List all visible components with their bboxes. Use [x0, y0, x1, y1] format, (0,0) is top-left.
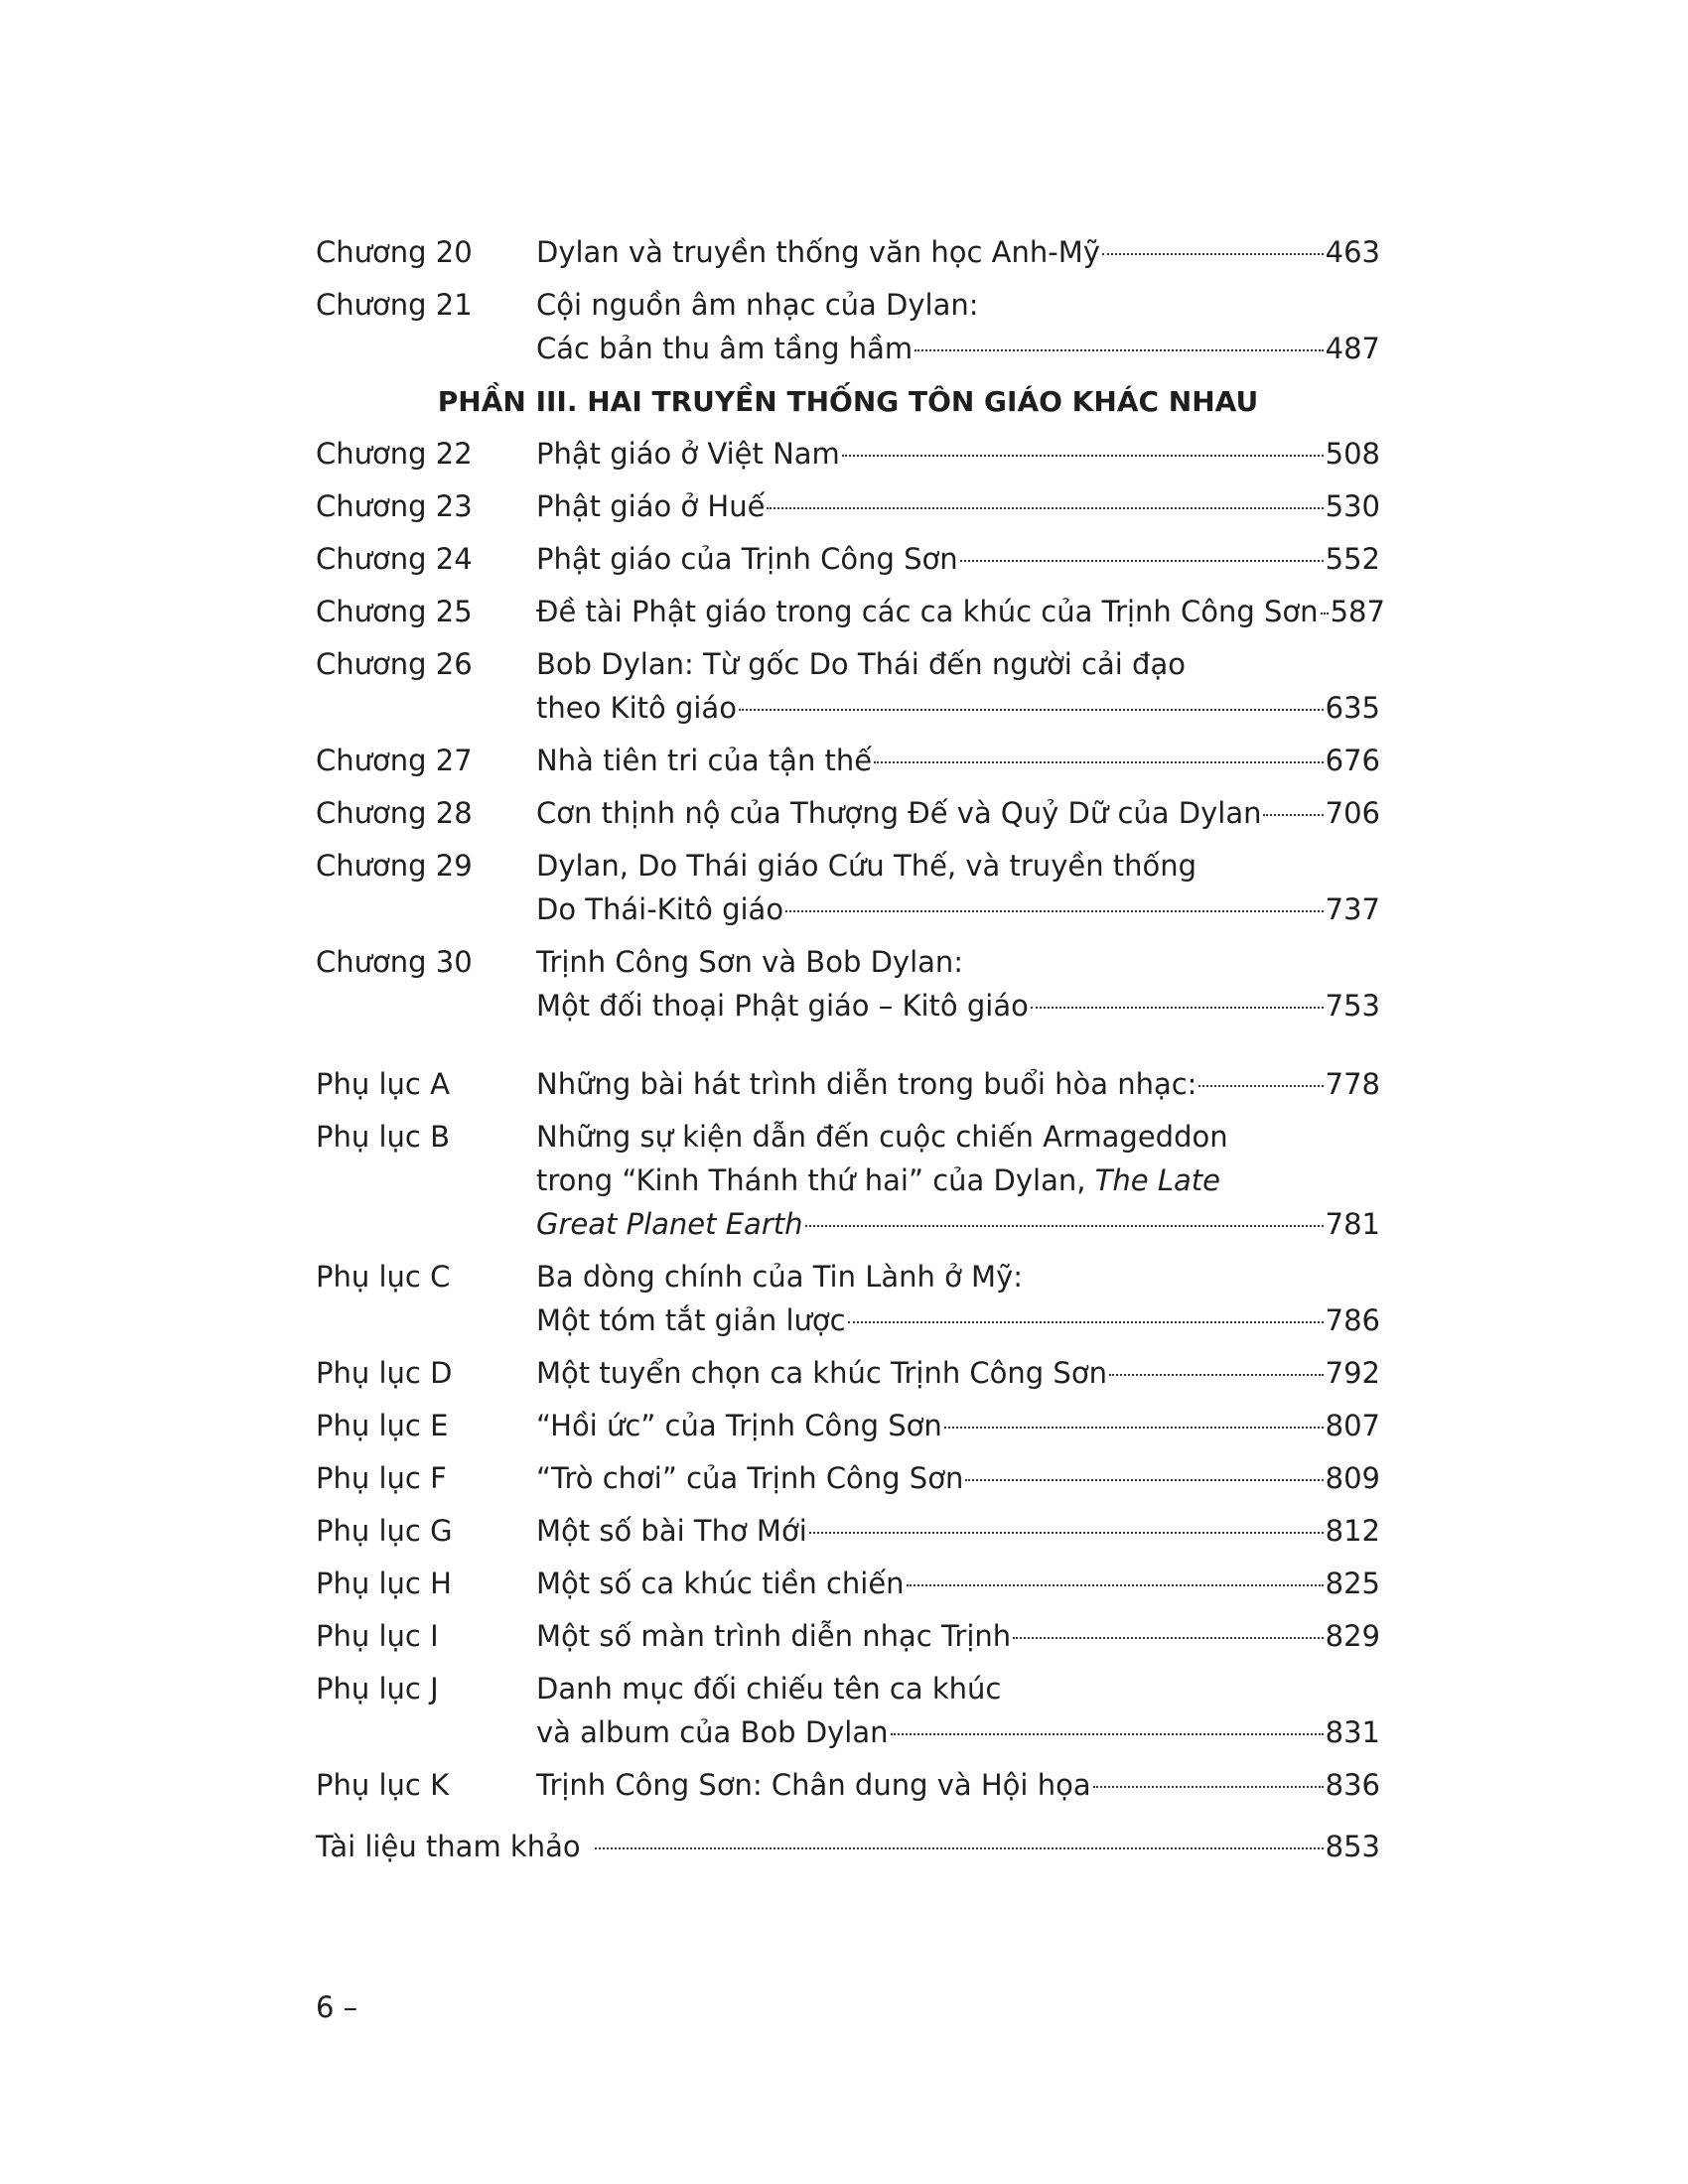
entry-body — [536, 283, 1380, 370]
entry-title-line: Những sự kiện dẫn đến cuộc chiến Armageddon — [536, 1120, 1228, 1154]
entry-title: Great Planet Earth — [536, 1207, 803, 1241]
dot-leader — [1321, 613, 1329, 614]
page-number: 676 — [1325, 744, 1380, 777]
toc-entry — [316, 1562, 1380, 1605]
entry-title: Các bản thu âm tầng hầm — [536, 332, 914, 365]
dot-leader — [874, 761, 1323, 763]
entry-label: Chương 24 — [316, 542, 473, 576]
toc-entry — [316, 1115, 1380, 1246]
toc-entry — [316, 1667, 1380, 1754]
entry-label: Chương 25 — [316, 595, 473, 628]
page-number: 635 — [1325, 691, 1380, 725]
entry-label: Chương 21 — [316, 288, 473, 322]
dot-leader — [595, 1847, 1324, 1849]
page-number: 809 — [1325, 1461, 1380, 1495]
entry-title-line: Dylan, Do Thái giáo Cứu Thế, và truyền thống — [536, 849, 1197, 883]
page-number: 807 — [1325, 1409, 1380, 1442]
dot-leader — [739, 709, 1324, 711]
entry-title: Phật giáo ở Việt Nam — [536, 437, 840, 471]
dot-leader — [965, 1479, 1323, 1481]
toc-entry — [316, 537, 1380, 581]
entry-label: Phụ lục F — [316, 1461, 447, 1495]
toc-entry — [316, 1614, 1380, 1658]
entry-title: Một số bài Thơ Mới — [536, 1514, 807, 1548]
entry-label: Phụ lục B — [316, 1120, 450, 1154]
entry-title: “Trò chơi” của Trịnh Công Sơn — [536, 1461, 964, 1495]
dot-leader — [960, 560, 1324, 562]
entry-label: Phụ lục J — [316, 1672, 439, 1706]
page-number: 786 — [1325, 1303, 1380, 1337]
entry-title: Một số ca khúc tiền chiến — [536, 1567, 905, 1600]
entry-title: Cơn thịnh nộ của Thượng Đế và Quỷ Dữ của Dylan — [536, 796, 1262, 830]
entry-title: Trịnh Công Sơn: Chân dung và Hội họa — [536, 1768, 1091, 1802]
toc-entry — [316, 1404, 1380, 1447]
entry-title: “Hồi ức” của Trịnh Công Sơn — [536, 1409, 942, 1442]
entry-label: Chương 28 — [316, 796, 473, 830]
italic-title: The Late — [1094, 1163, 1220, 1197]
entry-label: Chương 20 — [316, 235, 473, 269]
entry-body — [536, 230, 1380, 274]
entry-title: và album của Bob Dylan — [536, 1715, 889, 1749]
dot-leader — [809, 1532, 1324, 1534]
page-number: 463 — [1325, 235, 1380, 269]
entry-title: Nhà tiên tri của tận thế — [536, 744, 873, 777]
page-number: 812 — [1325, 1514, 1380, 1548]
dot-leader — [767, 507, 1323, 509]
page-number: 853 — [1325, 1830, 1380, 1863]
entry-label: Phụ lục C — [316, 1260, 451, 1294]
dot-leader — [1093, 1786, 1324, 1788]
toc-entry — [316, 940, 1380, 1027]
entry-title: Phật giáo của Trịnh Công Sơn — [536, 542, 958, 576]
entry-title: Đề tài Phật giáo trong các ca khúc của Trịnh Công Sơn — [536, 595, 1319, 628]
dot-leader — [1102, 253, 1324, 255]
page-number: 737 — [1325, 892, 1380, 926]
page-number: 508 — [1325, 437, 1380, 471]
dot-leader — [914, 349, 1324, 351]
dot-leader — [785, 910, 1324, 912]
entry-label: Chương 22 — [316, 437, 473, 471]
entry-label: Chương 30 — [316, 945, 473, 979]
entry-label: Phụ lục D — [316, 1356, 453, 1390]
toc-entry — [316, 230, 1380, 274]
toc-entry — [316, 791, 1380, 835]
toc-entry — [316, 844, 1380, 931]
entry-title: Một tuyển chọn ca khúc Trịnh Công Sơn — [536, 1356, 1107, 1390]
page-number: 829 — [1325, 1619, 1380, 1653]
entry-title-line: trong “Kinh Thánh thứ hai” của Dylan, The Late — [536, 1163, 1220, 1197]
entry-title-line: Bob Dylan: Từ gốc Do Thái đến người cải đạo — [536, 647, 1186, 681]
entry-label: Chương 26 — [316, 647, 473, 681]
dot-leader — [842, 455, 1324, 457]
entry-title-line: Danh mục đối chiếu tên ca khúc — [536, 1672, 1002, 1706]
entry-title: Phật giáo ở Huế — [536, 489, 766, 523]
toc-entry — [316, 1062, 1380, 1106]
entry-title: Một đối thoại Phật giáo – Kitô giáo — [536, 989, 1029, 1023]
entry-label: Phụ lục G — [316, 1514, 453, 1548]
page-number: 825 — [1325, 1567, 1380, 1600]
dot-leader — [891, 1733, 1324, 1735]
page-number: 552 — [1325, 542, 1380, 576]
toc-entry — [316, 739, 1380, 782]
toc-entry — [316, 1509, 1380, 1553]
page-number: 792 — [1325, 1356, 1380, 1390]
dot-leader — [944, 1427, 1324, 1429]
toc-entry — [316, 1351, 1380, 1395]
entry-title-line: Cội nguồn âm nhạc của Dylan: — [536, 288, 979, 322]
page-number: 706 — [1325, 796, 1380, 830]
page-number: 587 — [1330, 595, 1385, 628]
entry-title: Do Thái-Kitô giáo — [536, 892, 784, 926]
page-number: 778 — [1325, 1067, 1380, 1101]
dot-leader — [1109, 1374, 1324, 1376]
entry-label: Chương 29 — [316, 849, 473, 883]
toc-entry — [316, 1255, 1380, 1342]
page-footer: 6 – — [316, 1990, 358, 2024]
entry-title: Những bài hát trình diễn trong buổi hòa nhạc: — [536, 1067, 1197, 1101]
entry-label: Phụ lục E — [316, 1409, 449, 1442]
entry-title: theo Kitô giáo — [536, 691, 737, 725]
references-entry — [316, 1825, 1380, 1868]
entry-title: Một tóm tắt giản lược — [536, 1303, 846, 1337]
entry-title-line: Ba dòng chính của Tin Lành ở Mỹ: — [536, 1260, 1024, 1294]
dot-leader — [848, 1321, 1324, 1323]
toc-entry — [316, 283, 1380, 370]
toc-entry — [316, 432, 1380, 476]
page-number: 831 — [1325, 1715, 1380, 1749]
toc-entry — [316, 642, 1380, 730]
dot-leader — [1013, 1637, 1323, 1639]
entry-label: Chương 27 — [316, 744, 473, 777]
table-of-contents — [316, 230, 1385, 1868]
page-number: 753 — [1325, 989, 1380, 1023]
page-number: 836 — [1325, 1768, 1380, 1802]
dot-leader — [1263, 814, 1323, 816]
page-number: 781 — [1325, 1207, 1380, 1241]
toc-entry — [316, 484, 1380, 528]
entry-label: Chương 23 — [316, 489, 473, 523]
part-heading: PHẦN III. HAI TRUYỀN THỐNG TÔN GIÁO KHÁC NHAU — [437, 385, 1259, 418]
entry-label: Phụ lục I — [316, 1619, 439, 1653]
dot-leader — [1031, 1007, 1324, 1009]
page-number: 487 — [1325, 332, 1380, 365]
entry-title-line: Trịnh Công Sơn và Bob Dylan: — [536, 945, 964, 979]
toc-entry — [316, 1456, 1380, 1500]
references-label: Tài liệu tham khảo — [316, 1830, 581, 1863]
page-number: 530 — [1325, 489, 1380, 523]
toc-entry — [316, 590, 1385, 633]
dot-leader — [907, 1584, 1324, 1586]
entry-label: Phụ lục H — [316, 1567, 452, 1600]
entry-title: Dylan và truyền thống văn học Anh-Mỹ — [536, 235, 1100, 269]
dot-leader — [805, 1225, 1324, 1227]
dot-leader — [1198, 1085, 1323, 1087]
entry-label: Phụ lục K — [316, 1768, 450, 1802]
entry-title: Một số màn trình diễn nhạc Trịnh — [536, 1619, 1012, 1653]
toc-entry — [316, 1763, 1380, 1807]
entry-label: Phụ lục A — [316, 1067, 450, 1101]
